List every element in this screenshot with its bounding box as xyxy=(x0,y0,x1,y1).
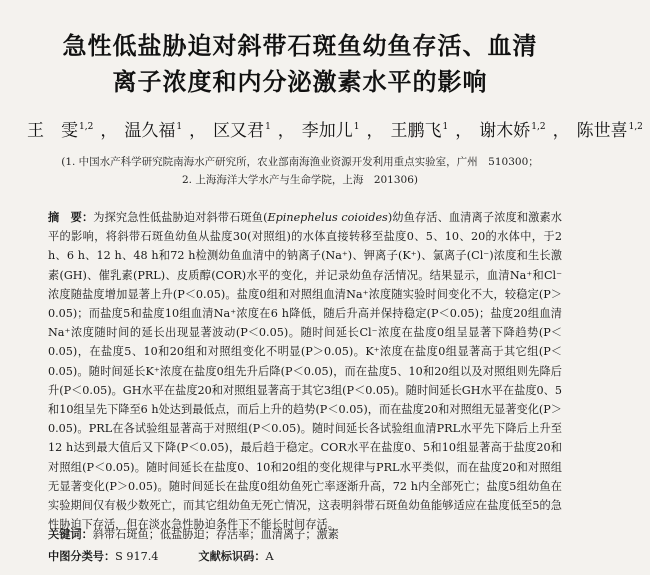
author-affiliation-mark: 1 xyxy=(442,122,449,132)
author-affiliation-mark: 1 xyxy=(265,122,271,132)
author-affiliation-mark: 1 xyxy=(353,122,360,132)
author-name: 王 雯 xyxy=(27,121,78,141)
species-name: Epinephelus coioides xyxy=(267,211,388,224)
author xyxy=(391,121,449,141)
author-affiliation-mark: 1 xyxy=(176,122,183,132)
paper-title-line-1: 急性低盐胁迫对斜带石斑鱼幼鱼存活、血清 xyxy=(62,32,538,60)
keywords-text: 斜带石斑鱼；低盐胁迫；存活率；血清离子；激素 xyxy=(92,528,339,541)
author-name: 李加儿 xyxy=(301,121,353,141)
author xyxy=(479,121,545,141)
keywords-label: 关键词： xyxy=(48,528,93,541)
paper-title-line-2: 离子浓度和内分泌激素水平的影响 xyxy=(112,68,488,96)
clc-value: S 917.4 xyxy=(115,550,159,563)
author xyxy=(577,121,643,141)
keywords xyxy=(48,526,562,542)
abstract xyxy=(48,208,562,534)
abstract-text-part-1: 为探究急性低盐胁迫对斜带石斑鱼( xyxy=(93,211,268,224)
abstract-label: 摘 要： xyxy=(48,211,94,224)
doc-code-value: A xyxy=(265,550,274,563)
author-name: 王鹏飞 xyxy=(390,121,442,141)
author-list: 王 雯$^{1,2}$ ， 温久福$^1$ ， 区又君$^1$ ， 李加儿$^1$ ， 王鹏飞$^1$ ， 谢木娇$^{1,2}$ ， 陈世喜$^{1,2}$ xyxy=(27,121,643,141)
author-affiliation-mark: 1,2 xyxy=(628,122,643,132)
classification-line xyxy=(48,548,562,564)
author-name: 陈世喜 xyxy=(576,121,628,141)
author xyxy=(302,121,360,141)
author-affiliation-mark: 1,2 xyxy=(79,122,94,132)
author xyxy=(124,121,182,141)
clc-label: 中图分类号： xyxy=(48,550,116,563)
affiliation-line-1: (1. 中国水产科学研究院南海水产研究所，农业部南海渔业资源开发利用重点实验室，广州 510300； xyxy=(61,156,539,168)
affiliation-line-2: 2. 上海海洋大学水产与生命学院，上海 201306) xyxy=(181,174,419,186)
author-name: 谢木娇 xyxy=(479,121,531,141)
author-name: 温久福 xyxy=(124,121,176,141)
author-name: 区又君 xyxy=(213,121,265,141)
author xyxy=(27,121,93,141)
author-affiliation-mark: 1,2 xyxy=(531,122,546,132)
doc-code-label: 文献标识码： xyxy=(198,550,266,563)
author xyxy=(213,121,271,141)
abstract-text-part-2: )幼鱼存活、血清离子浓度和激素水平的影响，将斜带石斑鱼幼鱼从盐度30(对照组)的水体直接转移至盐度0、5、10、20的水体中，于2 h、6 h、12 h、48 h和72 h检测幼鱼血清中的钠离子(Na⁺)、钾离子(K⁺)、氯离子(Cl⁻)浓度和生长激素(GH)、催乳素(PRL)、皮质醇(COR)水平的变化，并记录幼鱼存活情况。结果显示，血清Na⁺和Cl⁻浓度随盐度增加显著上升(P＜0.05)。盐度0组和对照组血清Na⁺浓度随实验时间变化不大，较稳定(P＞0.05)；而盐度5和盐度10组血清Na⁺浓度在6 h降低，随后升高并保持稳定(P＜0.05)；盐度20组血清Na⁺浓度随时间的延长出现显著波动(P＜0.05)。随时间延长Cl⁻浓度在盐度0组呈显著下降趋势(P＜0.05)，在盐度5、10和20组和对照组变化不明显(P＞0.05)。K⁺浓度在盐度0组显著高于其它组(P＜0.05)。随时间延长K⁺浓度在盐度0组先升后降(P＜0.05)，而在盐度5、10和20组以及对照组则先降后升(P＜0.05)。GH水平在盐度20和对照组显著高于其它3组(P＜0.05)。随时间延长GH水平在盐度0、5和10组呈先下降至6 h处达到最低点，而后上升的趋势(P＜0.05)，而在盐度20和对照组无显著变化(P＞0.05)。PRL在各试验组显著高于对照组(P＜0.05)。随时间延长各试验组血清PRL水平先下降后上升至12 h达到最大值后又下降(P＜0.05)，最后趋于稳定。COR水平在盐度0、5和10组显著高于盐度20和对照组(P＜0.05)。随时间延长在盐度0、10和20组的变化规律与PRL水平类似，而在盐度20和对照组无显著变化(P＞0.05)。随时间延长在盐度0组幼鱼死亡率逐渐升高，72 h内全部死亡；盐度5组幼鱼在实验期间仅有极少数死亡，而其它组幼鱼无死亡情况，这表明斜带石斑鱼幼鱼能够适应在盐度低至5的急性胁迫下存活，但在淡水急性胁迫条件下不能长时间存活。 xyxy=(48,211,562,532)
